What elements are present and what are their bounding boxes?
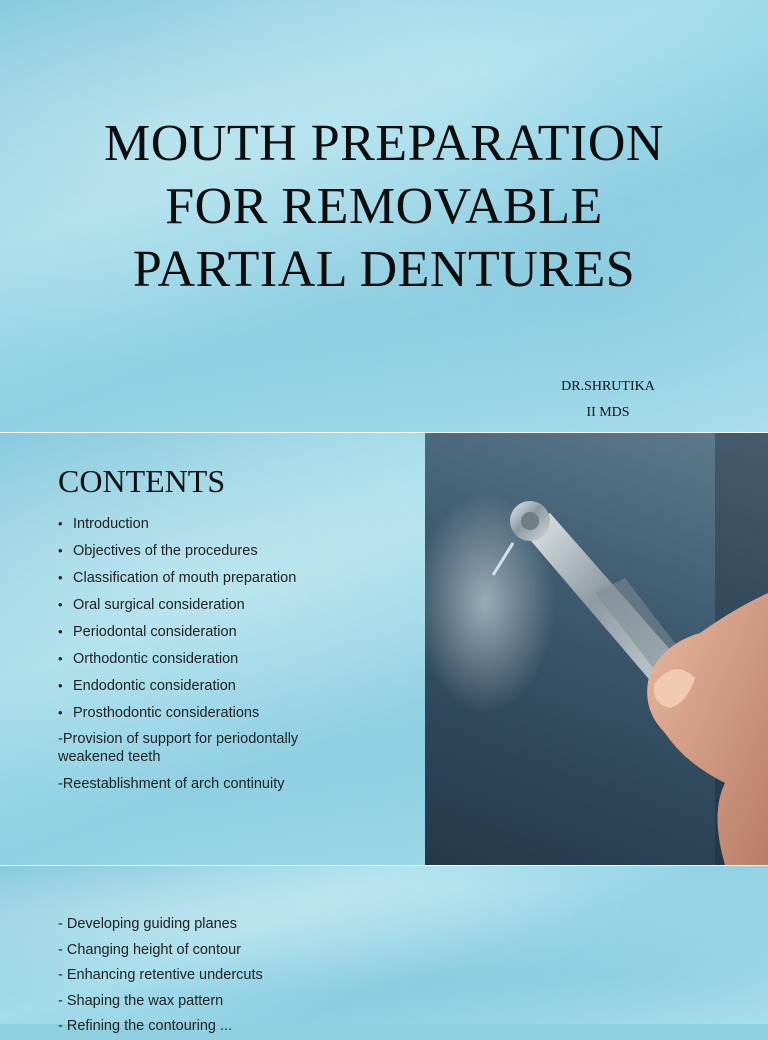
sub-item: -Provision of support for periodontally weakened teeth [58,731,299,765]
presenter-degree: II MDS [586,405,630,420]
slide-title [30,112,738,301]
list-item: - Changing height of contour [58,941,241,958]
dental-handpiece-illustration [425,433,768,865]
list-item: - Shaping the wax pattern [58,992,224,1009]
title-line-1: MOUTH PREPARATION [104,115,664,172]
title-slide [0,0,768,432]
prosthodontic-slide [0,866,768,1034]
presenter-block [528,374,688,426]
dental-handpiece-photo [425,433,768,865]
contents-slide [0,433,768,865]
list-item: • Periodontal consideration [58,621,358,648]
sub-item: -Reestablishment of arch continuity [58,776,285,792]
title-line-2: FOR REMOVABLE [165,178,603,235]
prep-list [58,912,263,1040]
list-item: • Classification of mouth preparation [58,567,358,594]
sub-items [58,730,358,802]
list-item: - Refining the contouring ... [58,1018,233,1034]
title-line-3: PARTIAL DENTURES [132,241,636,298]
list-item: - Developing guiding planes [58,916,237,932]
list-item: • Orthodontic consideration [58,648,358,675]
contents-heading: CONTENTS [58,463,226,499]
list-item: • Introduction [58,513,358,540]
list-item: • Oral surgical consideration [58,594,358,621]
list-item: • Prosthodontic considerations [58,702,358,729]
list-item: - Enhancing retentive undercuts [58,967,263,983]
list-item: • Objectives of the procedures [58,540,358,567]
contents-list [58,513,358,729]
list-item: • Endodontic consideration [58,675,358,702]
presenter-name: DR.SHRUTIKA [561,379,655,394]
